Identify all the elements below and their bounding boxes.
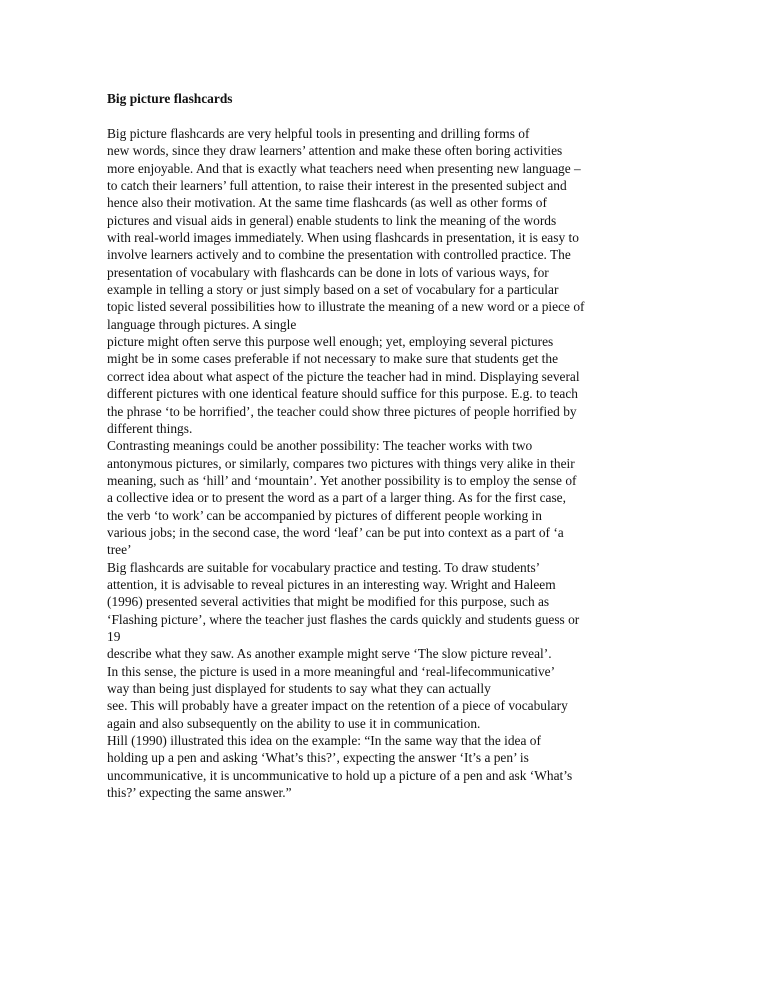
text-line: attention, it is advisable to reveal pictures in an interesting way. Wright and Haleem — [107, 576, 556, 592]
text-line: involve learners actively and to combine the presentation with controlled practice. The — [107, 247, 571, 263]
text-line: various jobs; in the second case, the word ‘leaf’ can be put into context as a part of ‘a — [107, 524, 564, 540]
text-line: Big picture flashcards are very helpful tools in presenting and drilling forms of — [107, 126, 530, 141]
document-body — [107, 90, 652, 801]
text-line: (1996) presented several activities that might be modified for this purpose, such as — [107, 594, 550, 610]
text-line: different things. — [107, 420, 193, 436]
text-line: Contrasting meanings could be another possibility: The teacher works with two — [107, 438, 533, 454]
text-line: to catch their learners’ full attention, to raise their interest in the presented subject and — [107, 178, 567, 194]
text-line: language through pictures. A single — [107, 316, 297, 332]
text-line: holding up a pen and asking ‘What’s this?’, expecting the answer ‘It’s a pen’ is — [107, 750, 529, 766]
text-line: the phrase ‘to be horrified’, the teacher could show three pictures of people horrified by — [107, 403, 577, 419]
page-number: 19 — [107, 628, 121, 644]
document-title: Big picture flashcards — [107, 91, 233, 106]
text-line: might be in some cases preferable if not necessary to make sure that students get the — [107, 351, 559, 367]
text-line: antonymous pictures, or similarly, compares two pictures with things very alike in their — [107, 455, 575, 471]
text-line: presentation of vocabulary with flashcards can be done in lots of various ways, for — [107, 264, 549, 280]
text-line: describe what they saw. As another example might serve ‘The slow picture reveal’. — [107, 646, 552, 662]
text-line: ‘Flashing picture’, where the teacher just flashes the cards quickly and students guess or — [107, 611, 580, 627]
text-line: again and also subsequently on the ability to use it in communication. — [107, 715, 481, 731]
text-line: pictures and visual aids in general) enable students to link the meaning of the words — [107, 212, 557, 228]
text-line: example in telling a story or just simply based on a set of vocabulary for a particular — [107, 282, 559, 298]
text-line: uncommunicative, it is uncommunicative to hold up a picture of a pen and ask ‘What’s — [107, 767, 573, 783]
text-line: more enjoyable. And that is exactly what teachers need when presenting new language – — [107, 160, 581, 176]
text-line: In this sense, the picture is used in a more meaningful and ‘real-lifecommunicative’ — [107, 663, 556, 679]
text-line: tree’ — [107, 542, 132, 558]
text-line: different pictures with one identical feature should suffice for this purpose. E.g. to teach — [107, 386, 579, 402]
text-line: with real-world images immediately. When using flashcards in presentation, it is easy to — [107, 230, 579, 246]
text-line: topic listed several possibilities how to illustrate the meaning of a new word or a piece of — [107, 299, 585, 315]
text-line: way than being just displayed for students to say what they can actually — [107, 681, 491, 696]
text-line: Hill (1990) illustrated this idea on the example: “In the same way that the idea of — [107, 733, 541, 749]
text-line: Big flashcards are suitable for vocabulary practice and testing. To draw students’ — [107, 559, 541, 575]
text-line: new words, since they draw learners’ attention and make these often boring activities — [107, 143, 563, 159]
text-line: a collective idea or to present the word as a part of a larger thing. As for the first case, — [107, 490, 566, 506]
text-line: picture might often serve this purpose well enough; yet, employing several pictures — [107, 334, 554, 350]
text-line: correct idea about what aspect of the picture the teacher had in mind. Displaying several — [107, 368, 580, 384]
body-text — [107, 125, 652, 801]
text-line: hence also their motivation. At the same time flashcards (as well as other forms of — [107, 195, 547, 211]
text-line: this?’ expecting the same answer.” — [107, 785, 292, 801]
text-line: see. This will probably have a greater impact on the retention of a piece of vocabulary — [107, 698, 568, 714]
text-line: meaning, such as ‘hill’ and ‘mountain’. Yet another possibility is to employ the sense of — [107, 472, 577, 488]
text-line: the verb ‘to work’ can be accompanied by pictures of different people working in — [107, 507, 542, 523]
